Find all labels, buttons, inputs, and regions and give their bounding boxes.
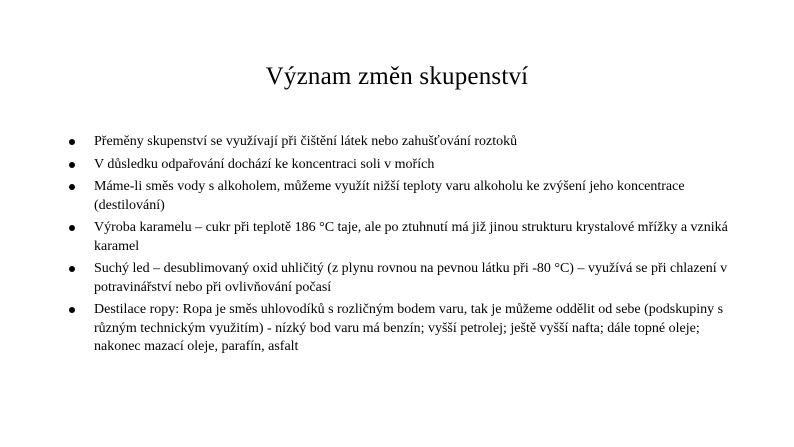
- list-item: [67, 260, 737, 297]
- bullet-text: Máme-li směs vody s alkoholem, můžeme využít nižší teploty varu alkoholu ke zvýšení jeho koncentrace (destilování): [94, 179, 685, 213]
- bullet-text: Destilace ropy: Ropa je směs uhlovodíků s rozličným bodem varu, tak je můžeme oddělit od sebe (podskupiny s různým technickým využitím) - nízký bod varu má benzín; vyšší petrolej; ještě vyšší nafta; dále topné oleje; nakonec mazací oleje, parafín, asfalt: [94, 302, 724, 354]
- bullet-icon: [69, 139, 75, 145]
- bullet-list: [67, 133, 737, 361]
- list-item: [67, 133, 737, 152]
- slide-title: Význam změn skupenství: [265, 63, 529, 90]
- bullet-icon: [69, 266, 75, 272]
- bullet-icon: [69, 184, 75, 190]
- list-item: [67, 178, 737, 215]
- list-item: [67, 219, 737, 256]
- bullet-text: Suchý led – desublimovaný oxid uhličitý (z plynu rovnou na pevnou látku při -80 °C) – využívá se při chlazení v potravinářství nebo při ovlivňování počasí: [94, 261, 728, 295]
- bullet-text: Přeměny skupenství se využívají při čištění látek nebo zahušťování roztoků: [94, 134, 518, 149]
- bullet-text: V důsledku odpařování dochází ke koncentraci soli v mořích: [94, 156, 435, 172]
- bullet-text: Výroba karamelu – cukr při teplotě 186 °C taje, ale po ztuhnutí má již jinou strukturu krystalové mřížky a vzniká karamel: [94, 220, 728, 254]
- bullet-icon: [69, 307, 75, 313]
- list-item: [67, 156, 737, 175]
- bullet-icon: [69, 225, 75, 231]
- list-item: [67, 301, 737, 357]
- bullet-icon: [69, 162, 75, 168]
